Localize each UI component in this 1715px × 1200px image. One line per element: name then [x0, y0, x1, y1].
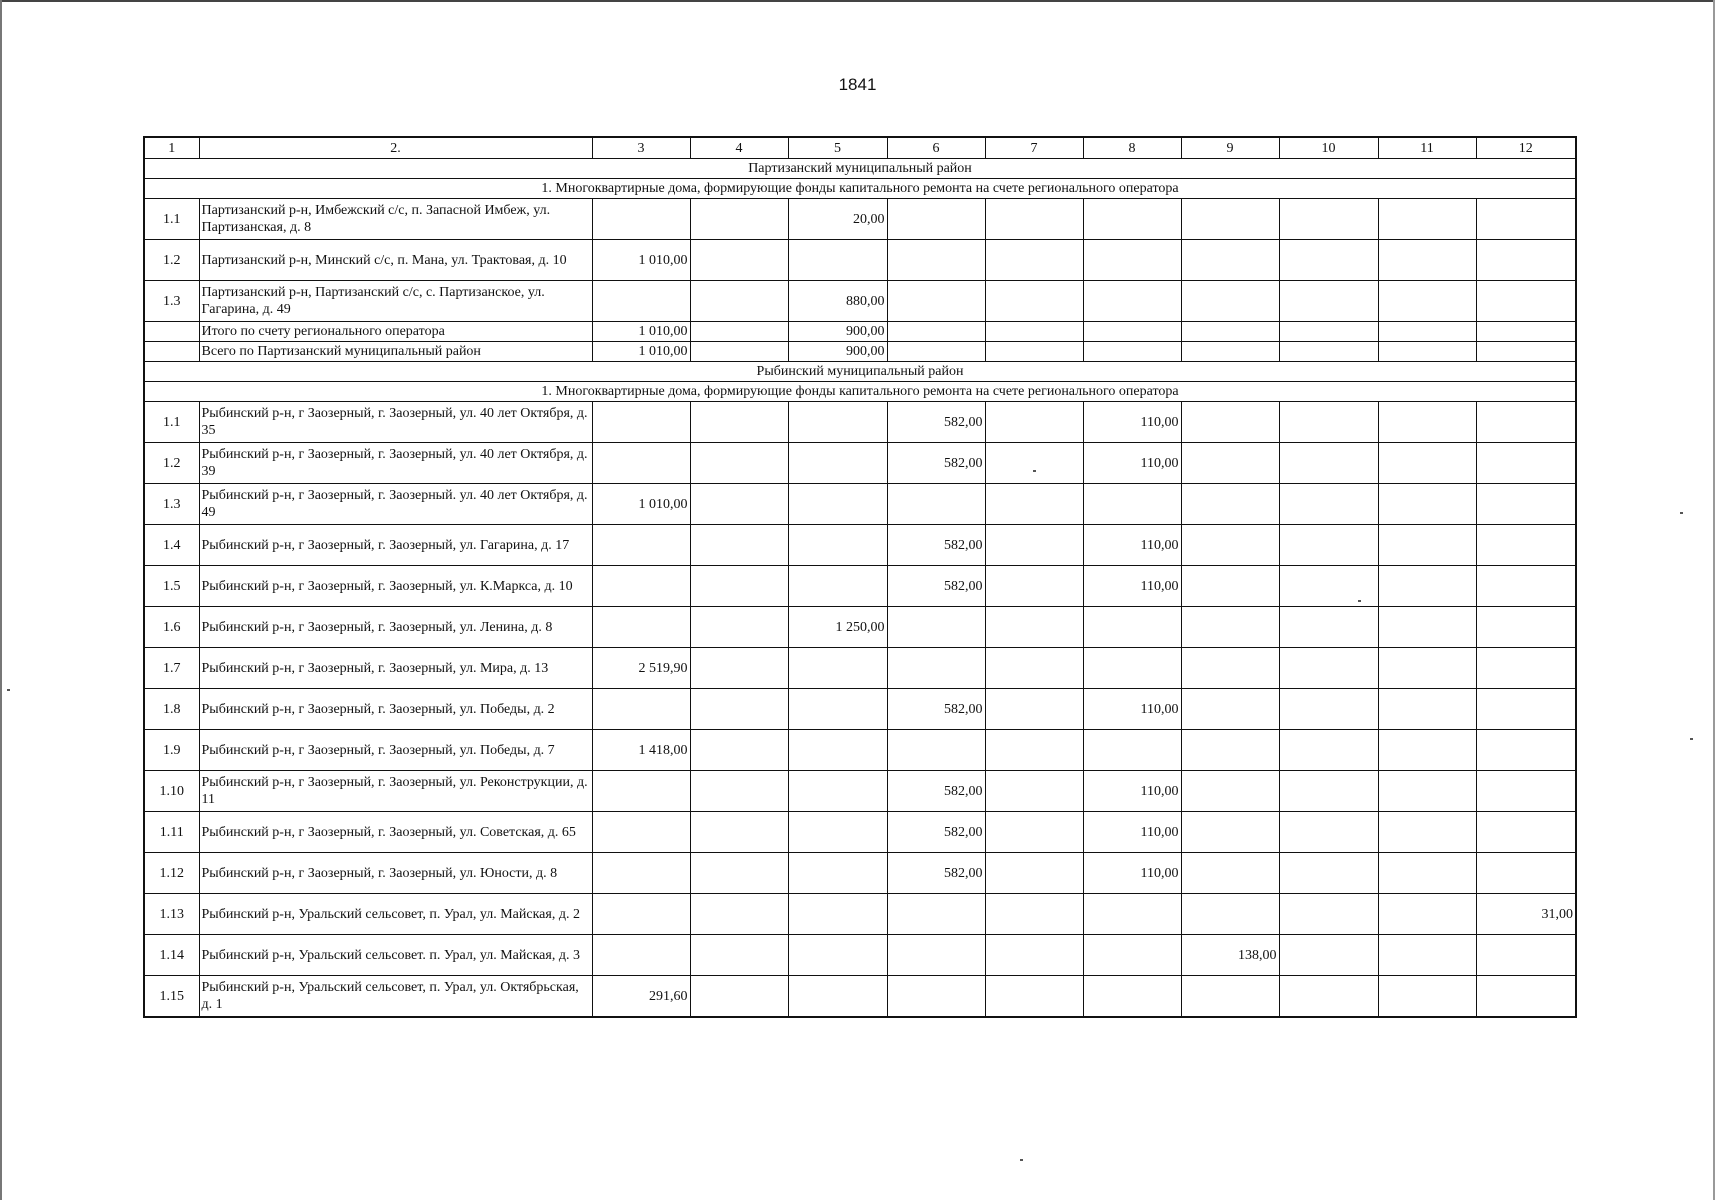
value-cell: [1181, 240, 1279, 281]
value-cell: [1476, 853, 1576, 894]
table-row: [144, 525, 1576, 566]
address-cell: Рыбинский р-н, г Заозерный, г. Заозерный, ул. 40 лет Октября, д. 39: [199, 443, 592, 484]
row-number: [144, 322, 199, 342]
column-header: 3: [592, 137, 690, 159]
capital-repair-table: [143, 136, 1577, 1018]
section-subtitle: 1. Многоквартирные дома, формирующие фонды капитального ремонта на счете регионального оператора: [144, 382, 1576, 402]
address-cell: Рыбинский р-н, г Заозерный, г. Заозерный, ул. К.Маркса, д. 10: [199, 566, 592, 607]
value-cell: [1378, 566, 1476, 607]
value-cell: [887, 607, 985, 648]
value-cell: [1378, 525, 1476, 566]
value-cell: 582,00: [887, 402, 985, 443]
value-cell: [1476, 443, 1576, 484]
address-cell: Рыбинский р-н, г Заозерный, г. Заозерный, ул. Победы, д. 2: [199, 689, 592, 730]
row-number: 1.15: [144, 976, 199, 1018]
value-cell: [985, 853, 1083, 894]
value-cell: [690, 240, 788, 281]
value-cell: 110,00: [1083, 566, 1181, 607]
value-cell: [788, 484, 887, 525]
value-cell: [887, 322, 985, 342]
row-number: 1.11: [144, 812, 199, 853]
value-cell: [985, 648, 1083, 689]
value-cell: 582,00: [887, 812, 985, 853]
value-cell: [1378, 648, 1476, 689]
value-cell: [1279, 771, 1378, 812]
value-cell: [1378, 342, 1476, 362]
value-cell: [1181, 566, 1279, 607]
value-cell: [592, 443, 690, 484]
value-cell: [985, 894, 1083, 935]
table-row: [144, 648, 1576, 689]
value-cell: [1476, 771, 1576, 812]
value-cell: [1083, 342, 1181, 362]
value-cell: [1476, 281, 1576, 322]
value-cell: 110,00: [1083, 689, 1181, 730]
value-cell: [985, 771, 1083, 812]
value-cell: [690, 976, 788, 1018]
value-cell: [985, 730, 1083, 771]
value-cell: [592, 894, 690, 935]
column-header: 7: [985, 137, 1083, 159]
value-cell: [1181, 199, 1279, 240]
value-cell: 2 519,90: [592, 648, 690, 689]
address-cell: Рыбинский р-н, г Заозерный, г. Заозерный, ул. Гагарина, д. 17: [199, 525, 592, 566]
section-subtitle: 1. Многоквартирные дома, формирующие фонды капитального ремонта на счете регионального оператора: [144, 179, 1576, 199]
value-cell: [788, 402, 887, 443]
value-cell: [690, 281, 788, 322]
column-header: 1: [144, 137, 199, 159]
column-header: 12: [1476, 137, 1576, 159]
value-cell: [985, 689, 1083, 730]
value-cell: 291,60: [592, 976, 690, 1018]
value-cell: [1476, 402, 1576, 443]
value-cell: [985, 484, 1083, 525]
value-cell: [1279, 199, 1378, 240]
value-cell: [690, 322, 788, 342]
value-cell: [1279, 484, 1378, 525]
value-cell: [1279, 935, 1378, 976]
value-cell: [592, 525, 690, 566]
address-cell: Рыбинский р-н, Уральский сельсовет, п. Урал, ул. Октябрьская, д. 1: [199, 976, 592, 1018]
table-row: [144, 484, 1576, 525]
value-cell: [1378, 199, 1476, 240]
value-cell: [592, 566, 690, 607]
address-cell: Партизанский р-н, Партизанский с/с, с. Партизанское, ул. Гагарина, д. 49: [199, 281, 592, 322]
value-cell: [1476, 730, 1576, 771]
value-cell: [690, 935, 788, 976]
value-cell: [1476, 689, 1576, 730]
value-cell: [1279, 322, 1378, 342]
value-cell: [1378, 771, 1476, 812]
row-number: 1.2: [144, 240, 199, 281]
value-cell: [1083, 935, 1181, 976]
value-cell: [1181, 648, 1279, 689]
value-cell: [985, 199, 1083, 240]
value-cell: [788, 566, 887, 607]
table-row: [144, 853, 1576, 894]
value-cell: [1476, 648, 1576, 689]
total-operator-row: [144, 322, 1576, 342]
value-cell: [1181, 484, 1279, 525]
value-cell: [887, 935, 985, 976]
table-row: [144, 281, 1576, 322]
value-cell: [985, 342, 1083, 362]
scan-speck: [1680, 512, 1683, 514]
value-cell: 582,00: [887, 443, 985, 484]
value-cell: [1279, 566, 1378, 607]
value-cell: 880,00: [788, 281, 887, 322]
value-cell: [690, 894, 788, 935]
value-cell: [1083, 240, 1181, 281]
address-cell: Рыбинский р-н, г Заозерный, г. Заозерный, ул. Советская, д. 65: [199, 812, 592, 853]
column-header: 4: [690, 137, 788, 159]
value-cell: [1378, 935, 1476, 976]
table-row: [144, 730, 1576, 771]
value-cell: [1083, 976, 1181, 1018]
value-cell: [1378, 281, 1476, 322]
value-cell: [1279, 525, 1378, 566]
value-cell: 1 010,00: [592, 484, 690, 525]
value-cell: [690, 607, 788, 648]
value-cell: [690, 853, 788, 894]
value-cell: [592, 812, 690, 853]
value-cell: [985, 976, 1083, 1018]
value-cell: [985, 525, 1083, 566]
value-cell: [690, 484, 788, 525]
value-cell: [788, 894, 887, 935]
header-row: [144, 137, 1576, 159]
scan-speck: [1033, 470, 1036, 472]
value-cell: [1476, 607, 1576, 648]
value-cell: [690, 199, 788, 240]
value-cell: [887, 730, 985, 771]
value-cell: [690, 402, 788, 443]
value-cell: 1 250,00: [788, 607, 887, 648]
value-cell: [1279, 342, 1378, 362]
value-cell: [1476, 525, 1576, 566]
value-cell: [887, 342, 985, 362]
value-cell: [1083, 648, 1181, 689]
value-cell: [592, 689, 690, 730]
value-cell: [1476, 484, 1576, 525]
value-cell: [788, 935, 887, 976]
value-cell: [1181, 322, 1279, 342]
value-cell: 582,00: [887, 566, 985, 607]
value-cell: 110,00: [1083, 525, 1181, 566]
value-cell: [1476, 322, 1576, 342]
value-cell: [788, 853, 887, 894]
column-header: 6: [887, 137, 985, 159]
value-cell: [1083, 322, 1181, 342]
value-cell: [788, 730, 887, 771]
table-row: [144, 689, 1576, 730]
total-district-row: [144, 342, 1576, 362]
row-number: 1.6: [144, 607, 199, 648]
table-row: [144, 443, 1576, 484]
value-cell: 900,00: [788, 322, 887, 342]
value-cell: [1181, 402, 1279, 443]
value-cell: [592, 281, 690, 322]
value-cell: [1378, 322, 1476, 342]
value-cell: [1181, 607, 1279, 648]
value-cell: [592, 402, 690, 443]
value-cell: [592, 771, 690, 812]
value-cell: [1378, 402, 1476, 443]
value-cell: [1476, 199, 1576, 240]
column-header: 9: [1181, 137, 1279, 159]
value-cell: [592, 935, 690, 976]
scan-speck: [1020, 1159, 1023, 1161]
value-cell: [690, 648, 788, 689]
district-title: Партизанский муниципальный район: [144, 159, 1576, 179]
value-cell: [1476, 976, 1576, 1018]
column-header: 11: [1378, 137, 1476, 159]
value-cell: [592, 853, 690, 894]
value-cell: 900,00: [788, 342, 887, 362]
scan-edge-left: [0, 0, 2, 1200]
value-cell: [788, 240, 887, 281]
value-cell: [1476, 935, 1576, 976]
row-number: [144, 342, 199, 362]
value-cell: [690, 730, 788, 771]
row-number: 1.1: [144, 199, 199, 240]
value-cell: [1279, 812, 1378, 853]
value-cell: 582,00: [887, 771, 985, 812]
address-cell: Рыбинский р-н, Уральский сельсовет. п. Урал, ул. Майская, д. 3: [199, 935, 592, 976]
value-cell: [1279, 607, 1378, 648]
address-cell: Рыбинский р-н, г Заозерный, г. Заозерный, ул. Ленина, д. 8: [199, 607, 592, 648]
value-cell: [887, 281, 985, 322]
row-number: 1.13: [144, 894, 199, 935]
value-cell: [887, 976, 985, 1018]
value-cell: [788, 689, 887, 730]
value-cell: [985, 607, 1083, 648]
table-row: [144, 771, 1576, 812]
scan-speck: [1358, 600, 1361, 602]
value-cell: [1378, 484, 1476, 525]
section-subtitle-row: [144, 179, 1576, 199]
value-cell: [1181, 730, 1279, 771]
value-cell: [1181, 771, 1279, 812]
address-cell: Рыбинский р-н, г Заозерный, г. Заозерный, ул. Реконструкции, д. 11: [199, 771, 592, 812]
value-cell: 110,00: [1083, 853, 1181, 894]
table-row: [144, 566, 1576, 607]
value-cell: 582,00: [887, 853, 985, 894]
value-cell: [1476, 812, 1576, 853]
row-number: 1.10: [144, 771, 199, 812]
row-number: 1.12: [144, 853, 199, 894]
value-cell: [1279, 443, 1378, 484]
address-cell: Рыбинский р-н, г Заозерный, г. Заозерный, ул. Мира, д. 13: [199, 648, 592, 689]
value-cell: [1378, 607, 1476, 648]
value-cell: [788, 812, 887, 853]
value-cell: [1181, 342, 1279, 362]
value-cell: 20,00: [788, 199, 887, 240]
value-cell: 110,00: [1083, 443, 1181, 484]
value-cell: [887, 648, 985, 689]
value-cell: [690, 525, 788, 566]
value-cell: [1476, 240, 1576, 281]
table-row: [144, 976, 1576, 1018]
value-cell: [985, 812, 1083, 853]
value-cell: [1476, 342, 1576, 362]
value-cell: [985, 566, 1083, 607]
row-number: 1.3: [144, 281, 199, 322]
value-cell: [1181, 894, 1279, 935]
address-cell: Рыбинский р-н, г Заозерный, г. Заозерный, ул. Победы, д. 7: [199, 730, 592, 771]
value-cell: 110,00: [1083, 402, 1181, 443]
value-cell: [985, 240, 1083, 281]
value-cell: [1181, 689, 1279, 730]
value-cell: [1181, 443, 1279, 484]
table-body: [144, 137, 1576, 1017]
value-cell: [1378, 976, 1476, 1018]
table-row: [144, 812, 1576, 853]
value-cell: 1 010,00: [592, 322, 690, 342]
value-cell: 1 010,00: [592, 240, 690, 281]
value-cell: [985, 443, 1083, 484]
value-cell: [887, 894, 985, 935]
value-cell: [1279, 402, 1378, 443]
value-cell: [1378, 689, 1476, 730]
value-cell: [1083, 199, 1181, 240]
value-cell: [1476, 566, 1576, 607]
address-cell: Рыбинский р-н, г Заозерный, г. Заозерный, ул. 40 лет Октября, д. 35: [199, 402, 592, 443]
value-cell: [690, 689, 788, 730]
value-cell: 31,00: [1476, 894, 1576, 935]
value-cell: [1083, 484, 1181, 525]
value-cell: [1279, 281, 1378, 322]
value-cell: 582,00: [887, 689, 985, 730]
value-cell: [788, 443, 887, 484]
value-cell: [1181, 525, 1279, 566]
value-cell: 110,00: [1083, 812, 1181, 853]
value-cell: [788, 976, 887, 1018]
value-cell: [1378, 853, 1476, 894]
scan-speck: [1690, 738, 1693, 740]
table-row: [144, 607, 1576, 648]
value-cell: [985, 402, 1083, 443]
value-cell: [1378, 894, 1476, 935]
column-header: 10: [1279, 137, 1378, 159]
value-cell: 138,00: [1181, 935, 1279, 976]
value-cell: [1181, 812, 1279, 853]
row-number: 1.3: [144, 484, 199, 525]
table-row: [144, 240, 1576, 281]
page-number: 1841: [838, 75, 877, 94]
address-cell: Рыбинский р-н, Уральский сельсовет, п. Урал, ул. Майская, д. 2: [199, 894, 592, 935]
value-cell: [1279, 648, 1378, 689]
value-cell: 110,00: [1083, 771, 1181, 812]
value-cell: [1181, 281, 1279, 322]
total-label: Всего по Партизанский муниципальный район: [199, 342, 592, 362]
value-cell: [887, 484, 985, 525]
value-cell: [1378, 730, 1476, 771]
row-number: 1.7: [144, 648, 199, 689]
value-cell: [788, 525, 887, 566]
scan-speck: [7, 689, 10, 691]
value-cell: [887, 199, 985, 240]
value-cell: [1279, 240, 1378, 281]
scan-edge-top: [0, 0, 1715, 2]
row-number: 1.4: [144, 525, 199, 566]
district-title-row: [144, 362, 1576, 382]
column-header: 8: [1083, 137, 1181, 159]
value-cell: [1083, 730, 1181, 771]
row-number: 1.14: [144, 935, 199, 976]
address-cell: Рыбинский р-н, г Заозерный, г. Заозерный, ул. Юности, д. 8: [199, 853, 592, 894]
total-label: Итого по счету регионального оператора: [199, 322, 592, 342]
address-cell: Рыбинский р-н, г Заозерный, г. Заозерный. ул. 40 лет Октября, д. 49: [199, 484, 592, 525]
value-cell: [985, 935, 1083, 976]
district-title: Рыбинский муниципальный район: [144, 362, 1576, 382]
value-cell: [1378, 240, 1476, 281]
value-cell: [1279, 976, 1378, 1018]
value-cell: [1083, 607, 1181, 648]
value-cell: 1 418,00: [592, 730, 690, 771]
row-number: 1.1: [144, 402, 199, 443]
value-cell: [690, 771, 788, 812]
value-cell: [985, 322, 1083, 342]
row-number: 1.9: [144, 730, 199, 771]
value-cell: [1378, 443, 1476, 484]
table-row: [144, 935, 1576, 976]
row-number: 1.8: [144, 689, 199, 730]
value-cell: [690, 566, 788, 607]
value-cell: [1279, 853, 1378, 894]
value-cell: [1378, 812, 1476, 853]
column-header: 5: [788, 137, 887, 159]
value-cell: [690, 443, 788, 484]
section-subtitle-row: [144, 382, 1576, 402]
value-cell: [592, 607, 690, 648]
district-title-row: [144, 159, 1576, 179]
table-row: [144, 402, 1576, 443]
value-cell: [1279, 689, 1378, 730]
value-cell: [1279, 894, 1378, 935]
address-cell: Партизанский р-н, Минский с/с, п. Мана, ул. Трактовая, д. 10: [199, 240, 592, 281]
value-cell: [690, 342, 788, 362]
row-number: 1.5: [144, 566, 199, 607]
address-cell: Партизанский р-н, Имбежский с/с, п. Запасной Имбеж, ул. Партизанская, д. 8: [199, 199, 592, 240]
value-cell: [788, 648, 887, 689]
value-cell: [690, 812, 788, 853]
value-cell: [1083, 894, 1181, 935]
value-cell: [1181, 853, 1279, 894]
value-cell: [592, 199, 690, 240]
value-cell: [887, 240, 985, 281]
row-number: 1.2: [144, 443, 199, 484]
value-cell: [1083, 281, 1181, 322]
value-cell: 582,00: [887, 525, 985, 566]
value-cell: [1279, 730, 1378, 771]
value-cell: [1181, 976, 1279, 1018]
value-cell: 1 010,00: [592, 342, 690, 362]
value-cell: [985, 281, 1083, 322]
table-row: [144, 199, 1576, 240]
table-row: [144, 894, 1576, 935]
column-header: 2.: [199, 137, 592, 159]
value-cell: [788, 771, 887, 812]
